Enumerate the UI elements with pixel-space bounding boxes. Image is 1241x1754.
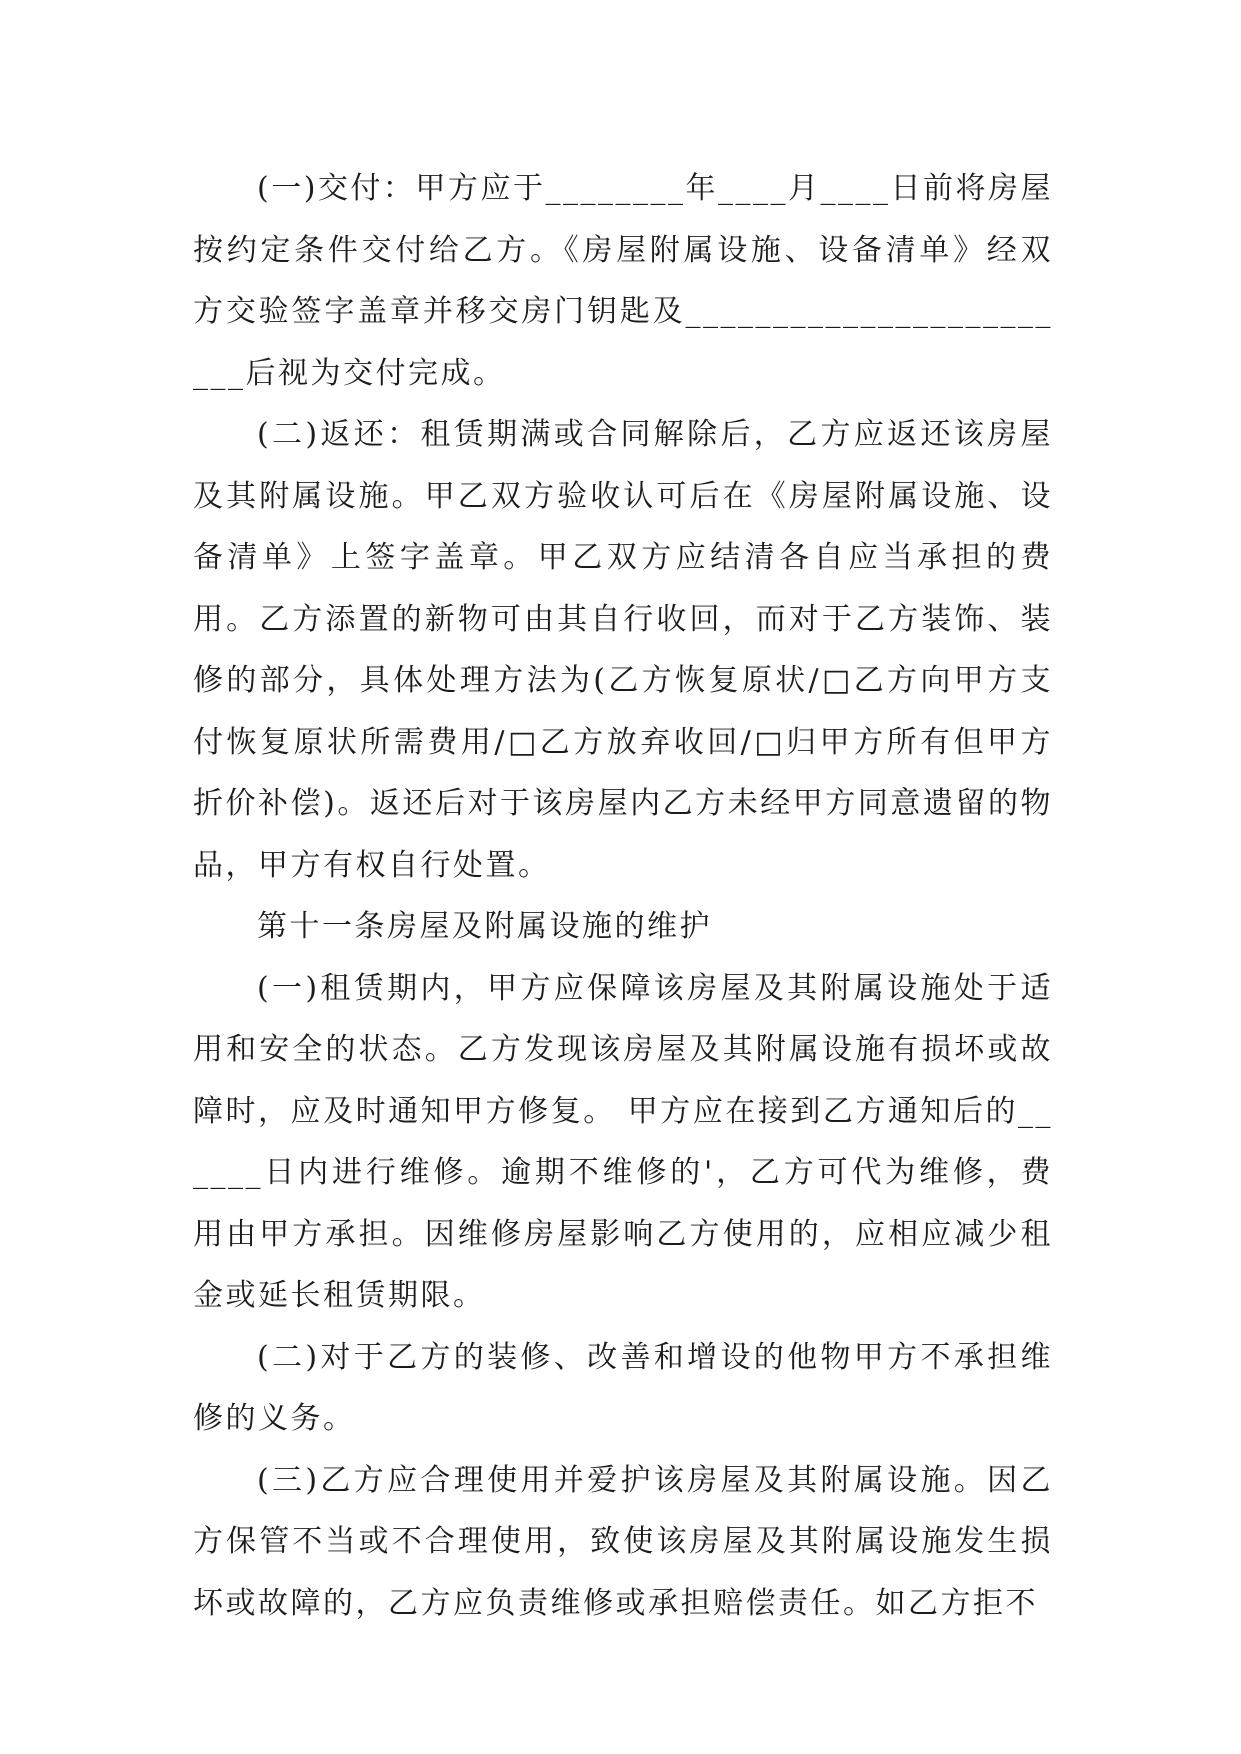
document-body	[193, 158, 1053, 1634]
article-heading-maintenance: 第十一条房屋及附属设施的维护	[257, 909, 712, 944]
paragraph-return: (二)返还：租赁期满或合同解除后，乙方应返还该房屋及其附属设施。甲乙双方验收认可后在《房屋附属设施、设备清单》上签字盖章。甲乙双方应结清各自应当承担的费用。乙方添置的新物可由其自行收回，而对于乙方装饰、装修的部分，具体处理方法为(乙方恢复原状/□乙方向甲方支付恢复原状所需费用/□乙方放弃收回/□归甲方所有但甲方折价补偿)。返还后对于该房屋内乙方未经甲方同意遗留的物品，甲方有权自行处置。	[193, 417, 1053, 883]
paragraph-maintenance-1: (一)租赁期内，甲方应保障该房屋及其附属设施处于适用和安全的状态。乙方发现该房屋及其附属设施有损坏或故障时，应及时通知甲方修复。 甲方应在接到乙方通知后的______日内进行维修。逾期不维修的'，乙方可代为维修，费用由甲方承担。因维修房屋影响乙方使用的，应相应减少租金或延长租赁期限。	[193, 970, 1053, 1313]
paragraph-maintenance-2: (二)对于乙方的装修、改善和增设的他物甲方不承担维修的义务。	[193, 1339, 1053, 1436]
paragraph-delivery: (一)交付：甲方应于________年____月____日前将房屋按约定条件交付给乙方。《房屋附属设施、设备清单》经双方交验签字盖章并移交房门钥匙及________________________后视为交付完成。	[193, 171, 1053, 391]
paragraph-maintenance-3: (三)乙方应合理使用并爱护该房屋及其附属设施。因乙方保管不当或不合理使用，致使该房屋及其附属设施发生损坏或故障的，乙方应负责维修或承担赔偿责任。如乙方拒不	[193, 1462, 1053, 1621]
